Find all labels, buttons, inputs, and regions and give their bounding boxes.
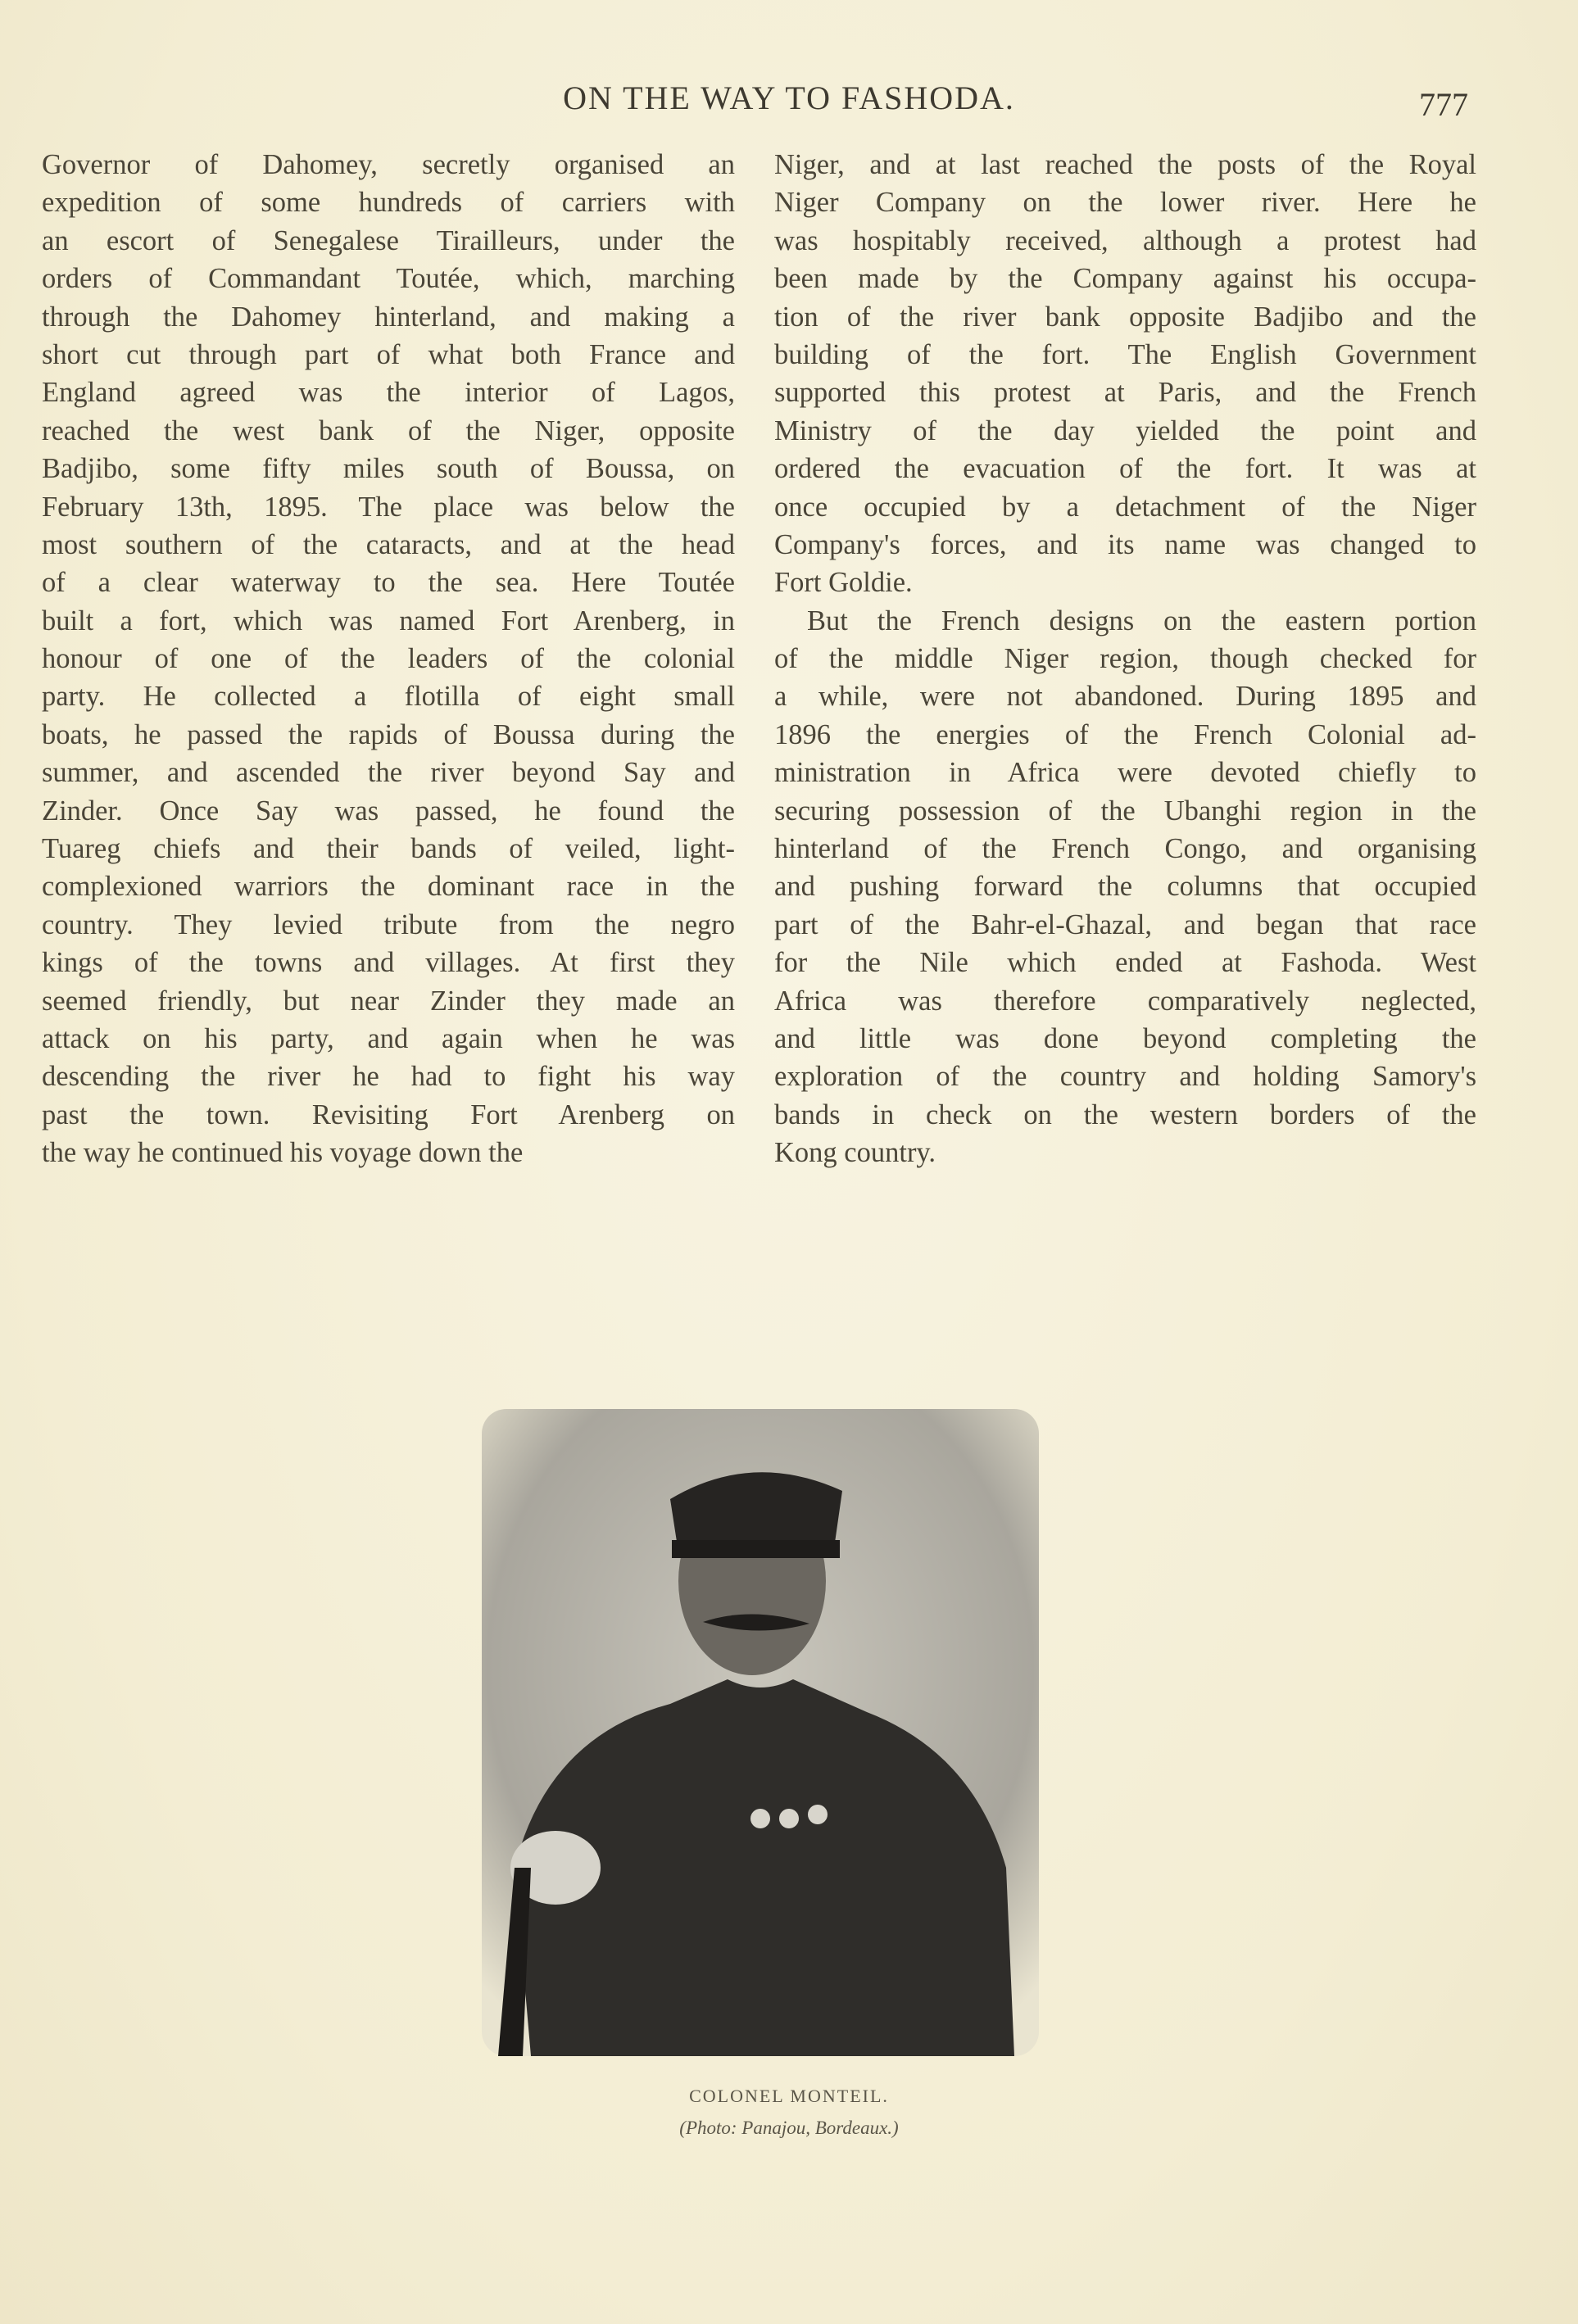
- text-line: ministration in Africa were devoted chiefly to: [774, 757, 1476, 789]
- text-column-right: [774, 146, 1476, 1172]
- text-line: kings of the towns and villages. At first they: [42, 947, 735, 979]
- text-line: Niger, and at last reached the posts of the Royal: [774, 149, 1476, 180]
- text-line: an escort of Senegalese Tirailleurs, under the: [42, 224, 735, 256]
- text-line: building of the fort. The English Government: [774, 338, 1476, 370]
- text-line: short cut through part of what both France and: [42, 338, 735, 370]
- text-line: for the Nile which ended at Fashoda. West: [774, 947, 1476, 979]
- text-line: was hospitably received, although a protest had: [774, 224, 1476, 256]
- text-line: Badjibo, some fifty miles south of Boussa, on: [42, 453, 735, 485]
- text-line: Governor of Dahomey, secretly organised an: [42, 149, 735, 180]
- text-line: built a fort, which was named Fort Arenberg, in: [42, 605, 735, 636]
- text-line: expedition of some hundreds of carriers with: [42, 187, 735, 219]
- text-line: But the French designs on the eastern portion: [807, 605, 1476, 636]
- text-line: reached the west bank of the Niger, opposite: [42, 415, 735, 446]
- text-line: attack on his party, and again when he was: [42, 1022, 735, 1054]
- text-line: supported this protest at Paris, and the French: [774, 377, 1476, 409]
- text-line: the way he continued his voyage down the: [42, 1137, 524, 1169]
- text-column-left: [42, 146, 735, 1172]
- text-line: England agreed was the interior of Lagos,: [42, 377, 735, 409]
- figure-credit: (Photo: Panajou, Bordeaux.): [679, 2118, 899, 2138]
- text-line: summer, and ascended the river beyond Say and: [42, 757, 735, 789]
- text-line: through the Dahomey hinterland, and making a: [42, 301, 735, 333]
- text-line: ordered the evacuation of the fort. It was at: [774, 453, 1476, 485]
- text-line: of a clear waterway to the sea. Here Toutée: [42, 567, 735, 599]
- text-line: country. They levied tribute from the negro: [42, 908, 735, 940]
- text-line: boats, he passed the rapids of Boussa during the: [42, 718, 735, 750]
- text-line: descending the river he had to fight his way: [42, 1061, 735, 1093]
- text-line: exploration of the country and holding Samory's: [774, 1061, 1476, 1093]
- page-number: 777: [1419, 86, 1468, 123]
- portrait-photo: [482, 1409, 1039, 2056]
- text-line: and little was done beyond completing the: [774, 1022, 1476, 1054]
- text-line: tion of the river bank opposite Badjibo and the: [774, 301, 1476, 333]
- text-line: Company's forces, and its name was changed to: [774, 528, 1476, 560]
- text-line: a while, were not abandoned. During 1895 and: [774, 681, 1476, 713]
- text-line: Ministry of the day yielded the point and: [774, 415, 1476, 446]
- text-line: Niger Company on the lower river. Here he: [774, 187, 1476, 219]
- text-line: been made by the Company against his occupa-: [774, 263, 1476, 295]
- text-line: February 13th, 1895. The place was below the: [42, 491, 735, 523]
- text-line: honour of one of the leaders of the colonial: [42, 643, 735, 675]
- text-line: complexioned warriors the dominant race in the: [42, 871, 735, 903]
- text-line: securing possession of the Ubanghi region in the: [774, 795, 1476, 827]
- text-line: and pushing forward the columns that occupied: [774, 871, 1476, 903]
- text-line: Zinder. Once Say was passed, he found the: [42, 795, 735, 827]
- text-line: hinterland of the French Congo, and organising: [774, 833, 1476, 865]
- text-line: Tuareg chiefs and their bands of veiled, light-: [42, 833, 735, 865]
- text-line: Fort Goldie.: [774, 567, 913, 599]
- text-line: Africa was therefore comparatively neglected,: [774, 985, 1476, 1017]
- text-line: seemed friendly, but near Zinder they made an: [42, 985, 735, 1017]
- text-line: Kong country.: [774, 1137, 936, 1169]
- text-line: 1896 the energies of the French Colonial ad-: [774, 718, 1476, 750]
- text-line: once occupied by a detachment of the Niger: [774, 491, 1476, 523]
- text-line: party. He collected a flotilla of eight small: [42, 681, 735, 713]
- text-line: orders of Commandant Toutée, which, marching: [42, 263, 735, 295]
- running-head: ON THE WAY TO FASHODA.: [563, 79, 1015, 116]
- text-line: most southern of the cataracts, and at the head: [42, 528, 735, 560]
- text-line: part of the Bahr-el-Ghazal, and began that race: [774, 908, 1476, 940]
- text-line: bands in check on the western borders of the: [774, 1099, 1476, 1130]
- text-line: past the town. Revisiting Fort Arenberg on: [42, 1099, 735, 1130]
- text-line: of the middle Niger region, though checked for: [774, 643, 1476, 675]
- figure-caption: COLONEL MONTEIL.: [689, 2086, 889, 2106]
